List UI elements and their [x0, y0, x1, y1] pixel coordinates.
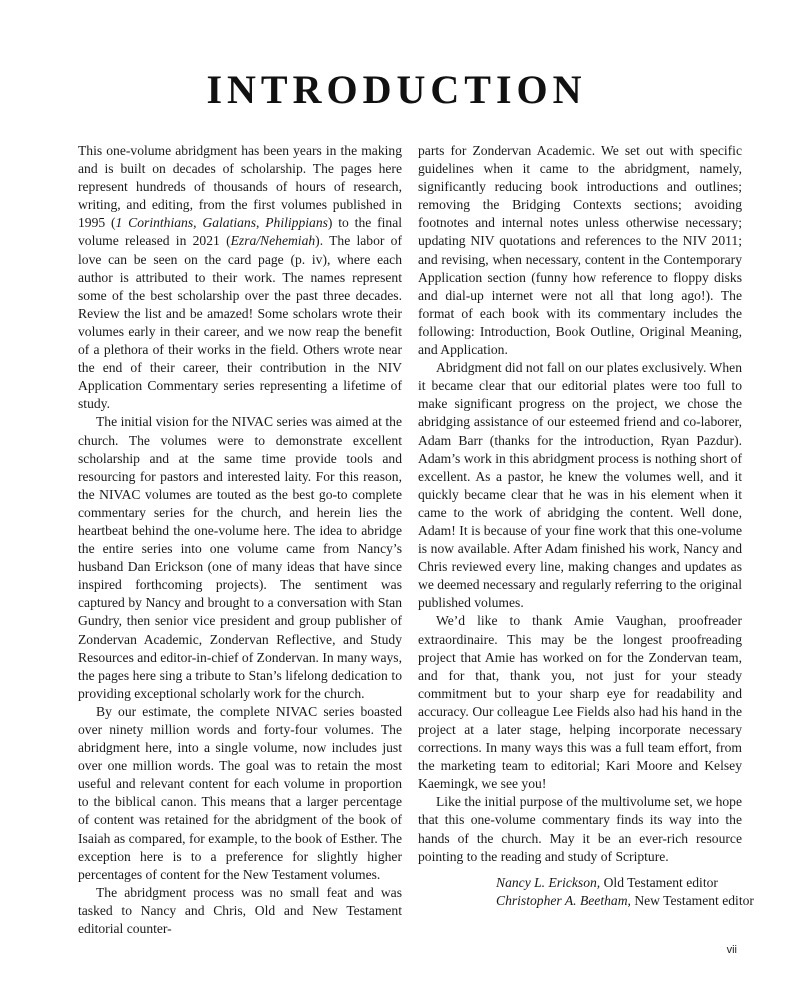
- paragraph: The abridgment process was no small feat and was tasked to Nancy and Chris, Old and New Testament editorial counter-: [78, 884, 402, 937]
- paragraph: Like the initial purpose of the multivolume set, we hope that this one-volume commentary finds its way into the hands of the church. May it be an ever-rich resource pointing to the reading and study of Scripture.: [418, 794, 742, 864]
- signature-block: [418, 874, 754, 910]
- paragraph: Abridgment did not fall on our plates exclusively. When it became clear that our editorial plates were too full to make significant progress on the project, we chose the abridging assistance of our esteemed friend and co-laborer, Adam Barr (thanks for the introduction, Ryan Pazdur). Adam’s work in this abridgment process is nothing short of excellent. As a pastor, he knew the volumes well, and it quickly became clear that he was in his element when it came to the work of abridging the content. Well done, Adam! It is because of your fine work that this one-volume is now available. After Adam finished his work, Nancy and Chris reviewed every line, making changes and updates as we deemed necessary and regularly referring to the original published volumes.: [418, 360, 742, 611]
- paragraph: The initial vision for the NIVAC series was aimed at the church. The volumes were to demonstrate excellent scholarship and at the same time provide tools and resourcing for pastors and interested laity. For this reason, the NIVAC volumes are touted as the best go-to complete commentary series for the church, and herein lies the heartbeat behind the one-volume here. The idea to abridge the entire series into one volume came from Nancy’s husband Dan Erickson (one of many ideas that have since inspired forthcoming projects). The sentiment was captured by Nancy and brought to a conversation with Stan Gundry, then senior vice president and group publisher of Zondervan Academic, Zondervan Reflective, and Study Resources and editor-in-chief of Zondervan. In many ways, the pages here sing a tribute to Stan’s lifelong dedication to providing exceptional scholarly work for the church.: [78, 414, 402, 701]
- paragraph: We’d like to thank Amie Vaughan, proofreader extraordinaire. This may be the longest proofreading project that Amie has worked on for the Zondervan team, and for that, thank you, not just for your steady commitment but to your sharp eye for readability and accuracy. Our colleague Lee Fields also had his hand in the project at a later stage, helping incorporate necessary corrections. In many ways this was a full team effort, from the marketing team to editorial; Kari Moore and Kelsey Kaemingk, we see you!: [418, 613, 742, 792]
- paragraph: By our estimate, the complete NIVAC series boasted over ninety million words and forty-four volumes. The abridgment here, into a single volume, now includes just over one million words. The goal was to retain the most useful and relevant content for each volume in proportion to the biblical canon. This means that a larger percentage of content was retained for the abridgment of the book of Isaiah as compared, for example, to the book of Esther. The exception here is to a preference for slightly higher percentages of content for the New Testament volumes.: [78, 703, 403, 882]
- signature-line: [496, 892, 754, 910]
- paragraph: parts for Zondervan Academic. We set out with specific guidelines when it came to the abridgment, namely, significantly reducing book introductions and outlines; removing the Bridging Contexts sections; avoiding footnotes and internal notes unless otherwise necessary; updating NIV quotations and references to the NIV 2011; and revising, when necessary, content in the Contemporary Application section (funny how reference to floppy disks and dial-up internet were not all that long ago!). The format of each book with its commentary includes the following: Introduction, Book Outline, Original Meaning, and Application.: [418, 143, 742, 358]
- right-column: [418, 142, 754, 910]
- page-title: INTRODUCTION: [206, 67, 587, 112]
- signature-line: [496, 874, 742, 892]
- editor-role: Old Testament editor: [600, 874, 718, 890]
- left-column: [78, 142, 402, 938]
- editor-name: Nancy L. Erickson,: [496, 874, 601, 890]
- paragraph: This one-volume abridgment has been years in the making and is built on decades of scholarship. The pages here represent hundreds of thousands of hours of research, writing, and editing, from the first volumes published in 1995 (1 Corinthians, Galatians, Philippians) to the final volume released in 2021 (Ezra/Nehemiah). The labor of love can be seen on the card page (p. iv), where each author is attributed to their work. The names represent some of the best scholarship over the past three decades. Review the list and be amazed! Some scholars wrote their volumes early in their career, and we now reap the benefit of a plethora of their works in the field. Others wrote near the end of their career, their contribution in the NIV Application Commentary series representing a lifetime of study.: [78, 143, 403, 412]
- page-number: vii: [726, 944, 737, 956]
- editor-name: Christopher A. Beetham,: [496, 892, 631, 908]
- editor-role: New Testament editor: [630, 892, 754, 908]
